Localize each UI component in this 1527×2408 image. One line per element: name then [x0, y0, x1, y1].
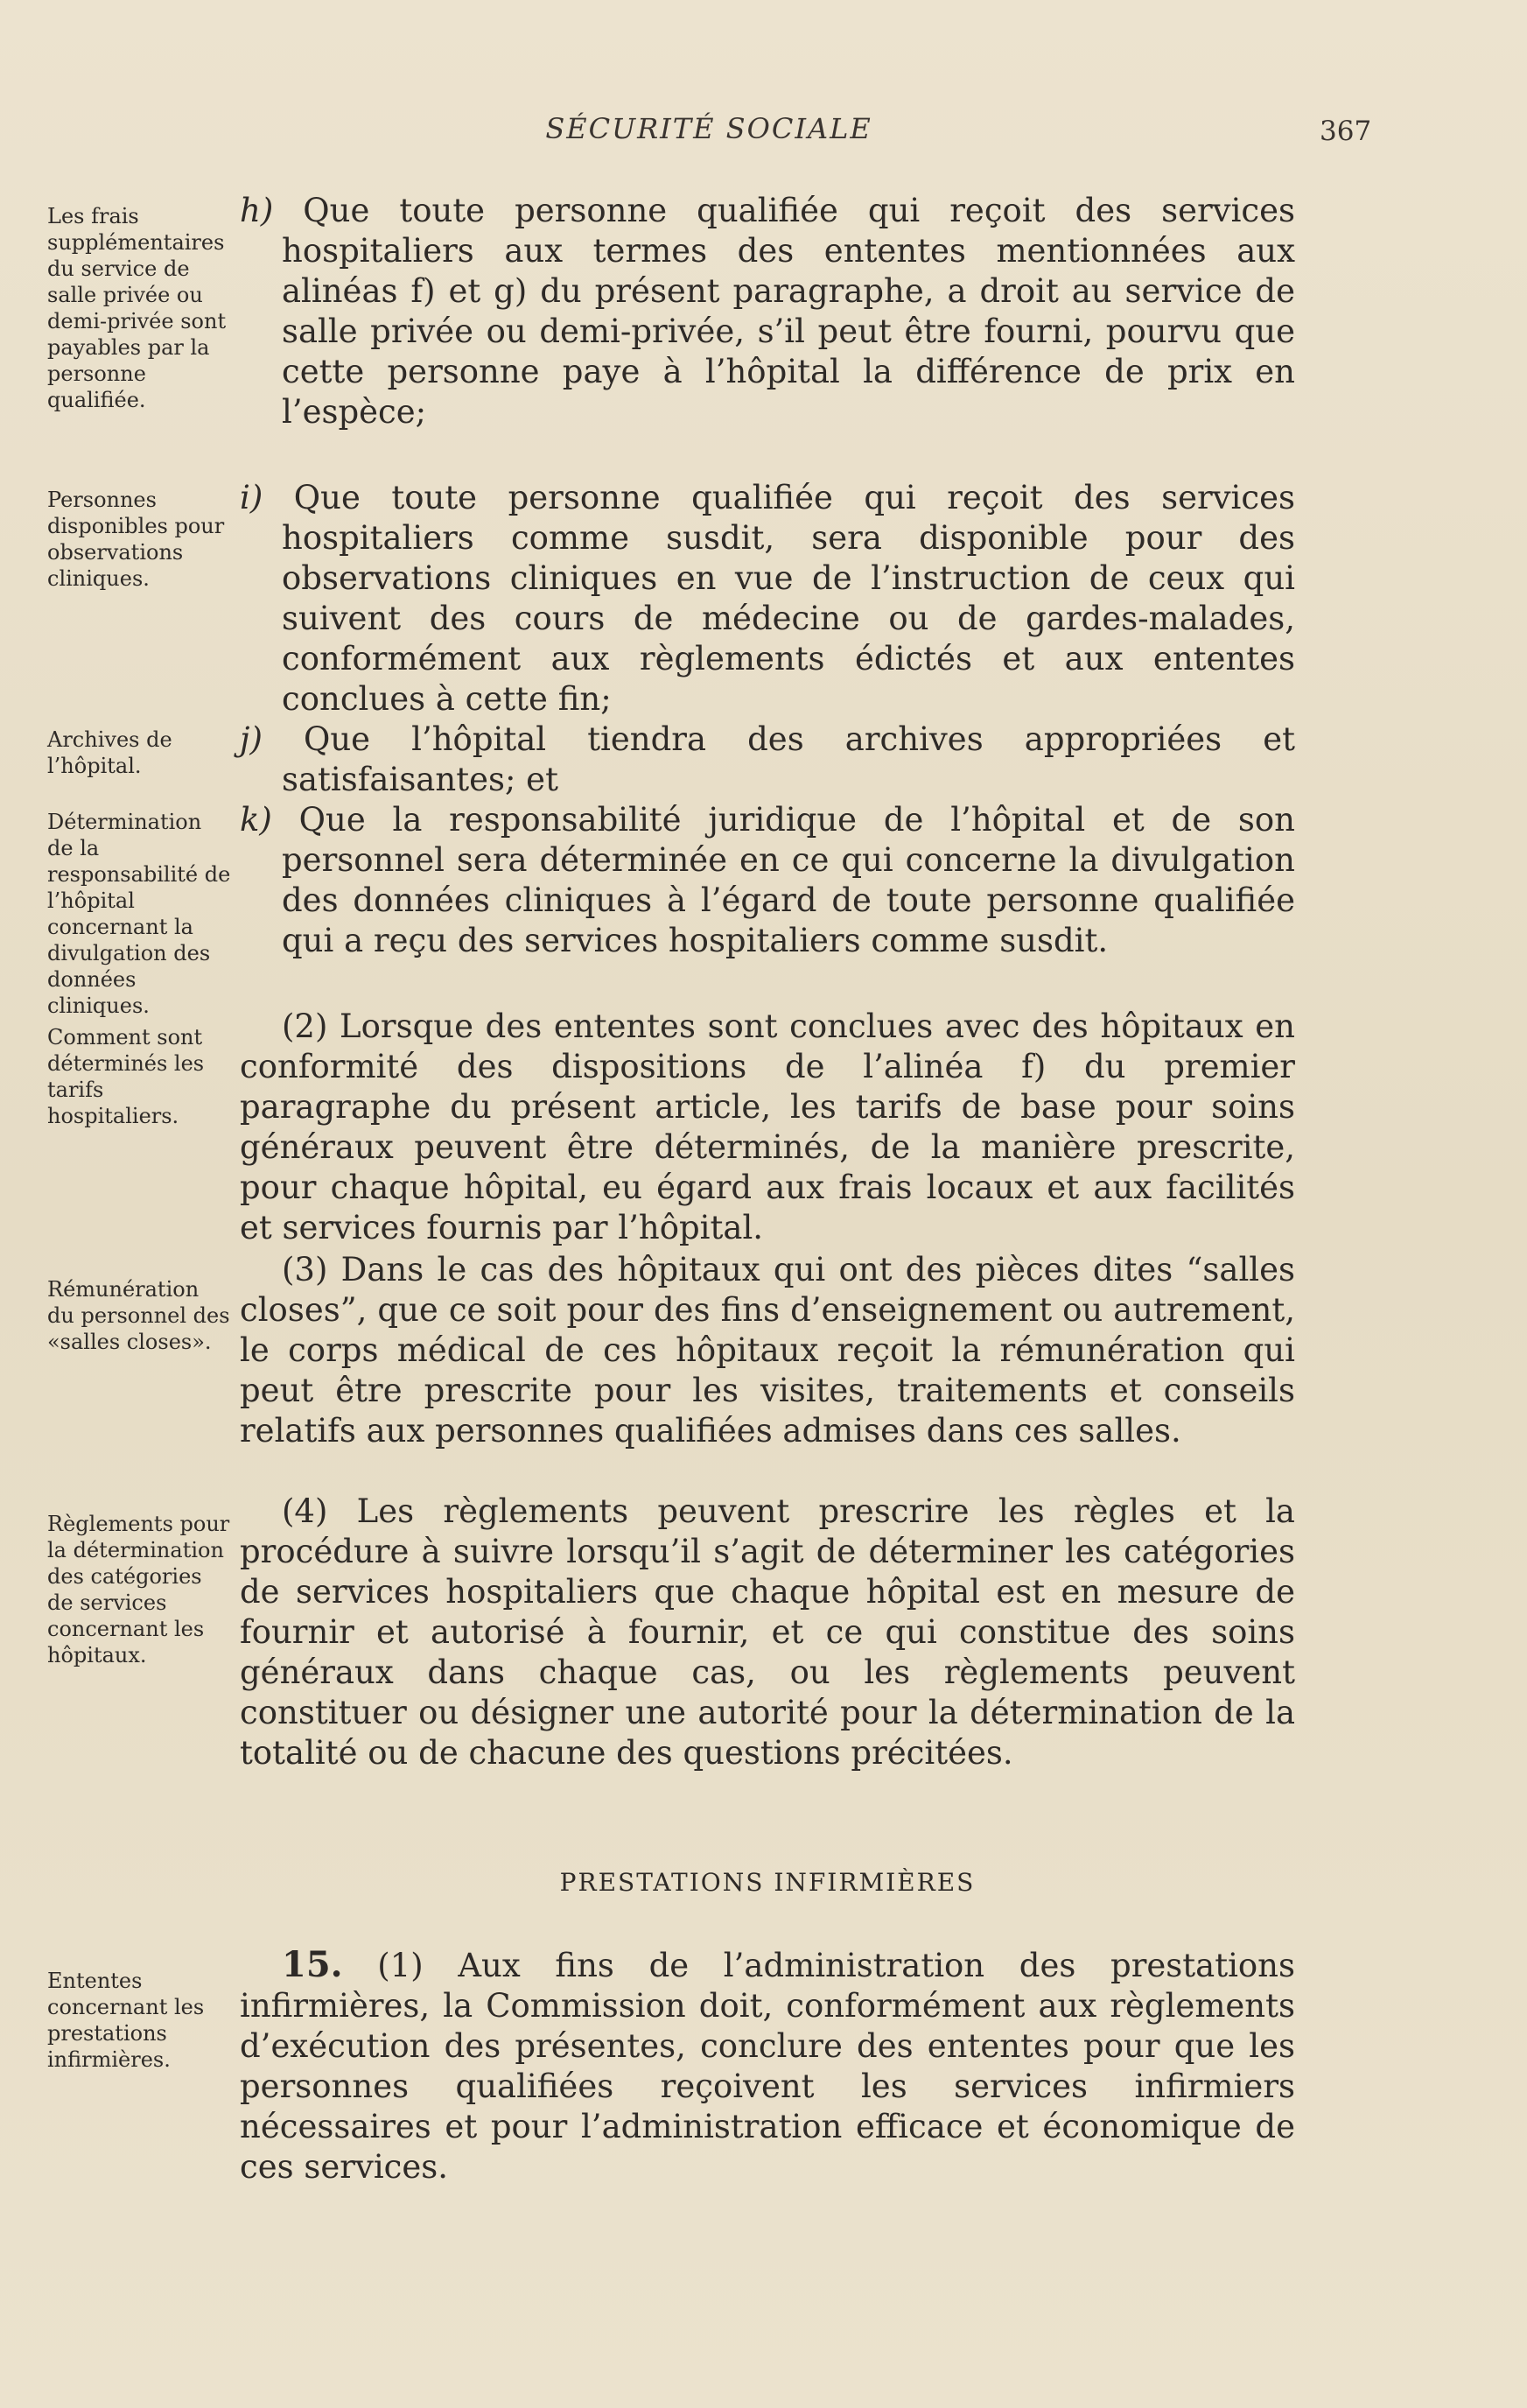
clause-text: Que l’hôpital tiendra des archives appropriées et satisfaisantes; et	[282, 720, 1295, 798]
margin-note-salles-closes: Rémunération du personnel des «salles closes».	[47, 1277, 230, 1354]
clause-j	[240, 720, 1295, 800]
running-header: SÉCURITÉ SOCIALE	[545, 112, 872, 145]
clause-text: Que toute personne qualifiée qui reçoit des services hospitaliers comme susdit, sera disponible pour des observations cliniques en vue de l’instruction de ceux qui suivent des cours de médecine ou de gardes-malades, conformément aux règlements édictés et aux ententes conclues à cette fin;	[282, 479, 1295, 718]
margin-note-prestations-infirmieres: Ententes concernant les prestations infirmières.	[47, 1969, 205, 2072]
section-number: 15.	[282, 1944, 343, 1985]
margin-note-tarifs: Comment sont déterminés les tarifs hospitaliers.	[47, 1025, 205, 1128]
clause-text: Que toute personne qualifiée qui reçoit des services hospitaliers aux termes des ententes mentionnées aux alinéas f) et g) du présent paragraphe, a droit au service de salle privée ou demi-privée, s’il peut être fourni, pourvu que cette personne paye à l’hôpital la différence de prix en l’espèce;	[282, 192, 1296, 431]
clause-marker: i)	[240, 479, 263, 516]
clause-text: Que la responsabilité juridique de l’hôpital et de son personnel sera déterminée en ce qui concerne la divulgation des données cliniques à l’égard de toute personne qualifiée qui a reçu des services hospitaliers comme susdit.	[282, 801, 1296, 959]
clause-k	[240, 800, 1295, 961]
clause-marker: h)	[240, 192, 274, 229]
paragraph-3: (3) Dans le cas des hôpitaux qui ont des pièces dites “salles closes”, que ce soit pour des fins d’enseignement ou autrement, le corps médical de ces hôpitaux reçoit la rémunération qui peut être prescrite pour les visites, traitements et conseils relatifs aux personnes qualifiées admises dans ces salles.	[240, 1251, 1295, 1450]
clause-marker: j)	[240, 720, 263, 758]
margin-note-archives: Archives de l’hôpital.	[47, 727, 172, 778]
clause-h	[240, 191, 1295, 432]
page-number: 367	[1320, 116, 1372, 147]
margin-note-reglements: Règlements pour la détermination des catégories de services concernant les hôpitaux.	[47, 1512, 230, 1667]
section-heading: PRESTATIONS INFIRMIÈRES	[559, 1868, 976, 1897]
margin-note-observations-cliniques: Personnes disponibles pour observations cliniques.	[47, 488, 225, 591]
section-15-text: (1) Aux fins de l’administration des prestations infirmières, la Commission doit, conformément aux règlements d’exécution des présentes, conclure des ententes pour que les personnes qualifiées reçoivent les services infirmiers nécessaires et pour l’administration efficace et économique de ces services.	[240, 1947, 1296, 2186]
margin-note-responsabilite: Détermination de la responsabilité de l’hôpital concernant la divulgation des données cliniques.	[47, 810, 231, 1018]
clause-marker: k)	[240, 801, 272, 839]
margin-note-frais-supplementaires: Les frais supplémentaires du service de salle privée ou demi-privée sont payables par la personne qualifiée.	[47, 204, 227, 412]
paragraph-2: (2) Lorsque des ententes sont conclues avec des hôpitaux en conformité des dispositions de l’alinéa f) du premier paragraphe du présent article, les tarifs de base pour soins généraux peuvent être déterminés, de la manière prescrite, pour chaque hôpital, eu égard aux frais locaux et aux facilités et services fournis par l’hôpital.	[240, 1007, 1295, 1246]
clause-i	[240, 478, 1295, 720]
paragraph-4: (4) Les règlements peuvent prescrire les règles et la procédure à suivre lorsqu’il s’agit de déterminer les catégories de services hospitaliers que chaque hôpital est en mesure de fournir et autorisé à fournir, et ce qui constitue des soins généraux dans chaque cas, ou les règlements peuvent constituer ou désigner une autorité pour la détermination de la totalité ou de chacune des questions précitées.	[240, 1492, 1295, 1772]
section-15-paragraph	[240, 1945, 1295, 2187]
